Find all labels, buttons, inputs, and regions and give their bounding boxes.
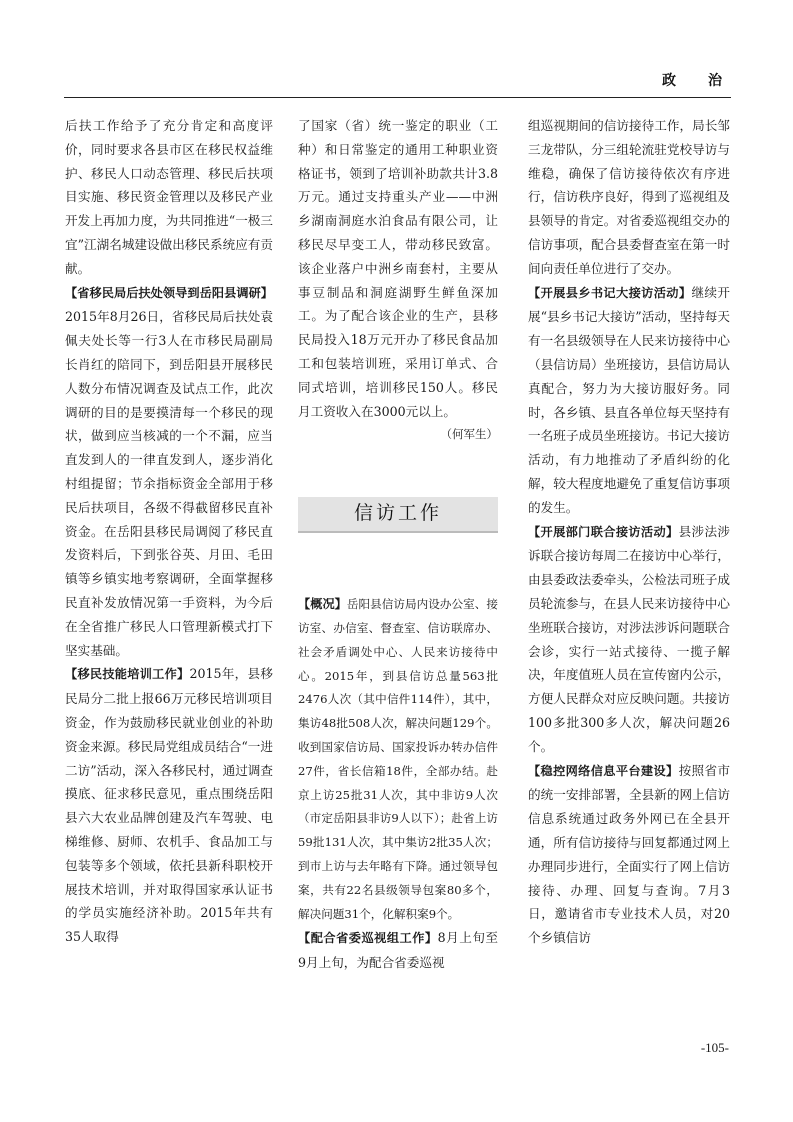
entry-heading: 【开展县乡书记大接访活动】 xyxy=(528,285,692,300)
entry-body: 2015年8月26日，省移民局后扶处袁佩夫处长等一行3人在市移民局副局长肖红的陪同下，到岳阳县开展移民人数分布情况调查及试点工作，此次调研的目的是要摸清每一个移民的现状，做到应当核减的一个不漏，应当直发到人的一律直发到人，逐步消化村组提留；节余指标资金全部用于移民后扶项目，各级不得截留移民直补资金。在岳阳县移民局调阅了移民直发资料后，下到张谷英、月田、毛田镇等乡镇实地考察调研，全面掌握移民直补发放情况第一手资料，为今后在全省推广移民人口管理新模式打下坚实基础。 xyxy=(65,309,273,658)
article-entry xyxy=(298,926,498,975)
entry-heading: 【稳控网络信息平台建设】 xyxy=(528,763,679,778)
paragraph: 组巡视期间的信访接待工作，局长邹三龙带队，分三组轮流驻党校导访与维稳，确保了信访接待依次有序进行，信访秩序良好，得到了巡视组及县领导的肯定。对省委巡视组交办的信访事项，配合县委督查室在第一时间向责任单位进行了交办。 xyxy=(528,118,730,276)
column-2 xyxy=(298,114,498,975)
entry-body: 岳阳县信访局内设办公室、接访室、办信室、督查室、信访联席办、社会矛盾调处中心、人民来访接待中心。2015年，到县信访总量563批2476人次（其中信件114件），其中，集访48批508人次，解决问题129个。收到国家信访局、国家投诉办转办信件27件，省长信箱18件，全部办结。赴京上访25批31人次，其中非访9人次（市定岳阳县非访9人以下）；赴省上访59批131人次，其中集访2批35人次；到市上访与去年略有下降。通过领导包案，共有22名县级领导包案80多个，解决问题31个，化解积案9个。 xyxy=(298,597,498,921)
column-3 xyxy=(528,114,730,950)
entry-body: 8月上旬至9月上旬，为配合省委巡视 xyxy=(298,930,499,971)
entry-heading: 【开展部门联合接访活动】 xyxy=(528,524,679,539)
entry-heading: 【配合省委巡视组工作】 xyxy=(298,931,438,946)
entry-body: 按照省市的统一安排部署，全县新的网上信访信息系统通过政务外网已在全县开通，所有信访接待与回复都通过网上办理同步进行，全面实行了网上信访接待、办理、回复与查询。7月3日，邀请省市专业技术人员，对20个乡镇信访 xyxy=(528,762,731,946)
article-entry xyxy=(298,593,498,926)
header-divider xyxy=(64,97,731,98)
paragraph: 后扶工作给予了充分肯定和高度评价，同时要求各县市区在移民权益维护、移民人口动态管理、移民后扶项目实施、移民资金管理以及移民产业开发上再加力度，为共同推进“一极三宜”江湖名城建设做出移民系统应有贡献。 xyxy=(65,118,273,276)
author-credit: （何军生） xyxy=(440,427,498,442)
entry-body: 继续开展“县乡书记大接访”活动，坚持每天有一名县级领导在人民来访接待中心（县信访局）坐班接访，县信访局认真配合，努力为大接访服好务。同时，各乡镇、县直各单位每天坚持有一名班子成员坐班接访。书记大接访活动，有力地推动了矛盾纠纷的化解，较大程度地避免了重复信访事项的发生。 xyxy=(528,284,731,515)
entry-heading: 【移民技能培训工作】 xyxy=(65,667,190,682)
entry-heading: 【省移民局后扶处领导到岳阳县调研】 xyxy=(65,285,273,300)
paragraph: 了国家（省）统一鉴定的职业（工种）和日常鉴定的通用工种职业资格证书，领到了培训补助款共计3.8万元。通过支持重头产业——中洲乡湖南洞庭水泊食品有限公司，让移民尽早变工人，带动移民致富。该企业落户中洲乡南套村，主要从事豆制品和洞庭湖野生鲜鱼深加工。为了配合该企业的生产，县移民局投入18万元开办了移民食品加工和包装培训班，采用订单式、合同式培训，培训移民150人。移民月工资收入在3000元以上。 xyxy=(298,118,498,419)
article-entry xyxy=(528,520,730,759)
column-1 xyxy=(65,114,273,949)
page-number: -105- xyxy=(700,1040,729,1055)
article-entry xyxy=(65,281,273,663)
article-entry xyxy=(528,759,730,950)
entry-body: 县涉法涉诉联合接访每周二在接访中心举行，由县委政法委牵头，公检法司班子成员轮流参与，在县人民来访接待中心坐班联合接访，对涉法涉诉问题联合会诊，实行一站式接待、一揽子解决，年度值班人员在宣传窗内公示，方便人民群众对应反映问题。共接访100多批300多人次，解决问题26个。 xyxy=(528,523,731,754)
article-entry xyxy=(528,281,730,520)
article-entry xyxy=(65,662,273,949)
entry-heading: 【概况】 xyxy=(298,597,347,612)
section-header-title: 政 治 xyxy=(662,73,731,89)
entry-body: 2015年，县移民局分二批上报66万元移民培训项目资金，作为鼓励移民就业创业的补助资金来源。移民局党组成员结合“一进二访”活动，深入各移民村，通过调查摸底、征求移民意见，重点围绕岳阳县六大农业品牌创建及汽车驾驶、电梯维修、厨师、农机手、食品加工与包装等多个领域，依托县新科职校开展技术培训，并对取得国家承认证书的学员实施经济补助。2015年共有35人取得 xyxy=(65,666,273,945)
section-banner: 信访工作 xyxy=(298,497,498,533)
